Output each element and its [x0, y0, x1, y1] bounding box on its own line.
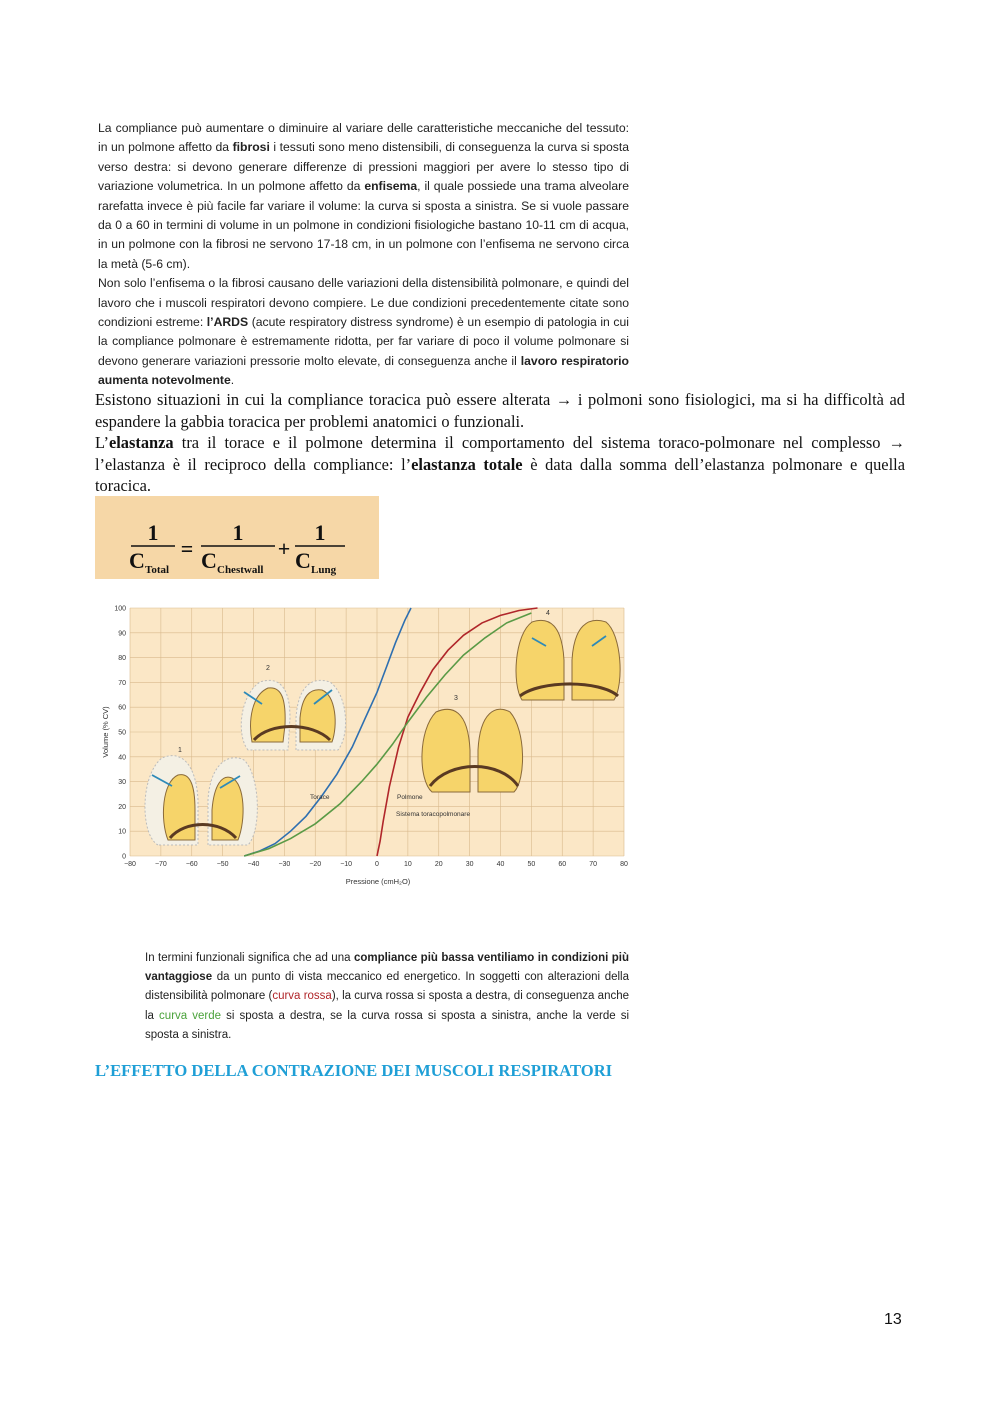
series-label-sistema: Sistema toracopolmonare: [396, 811, 471, 818]
text-span: In termini funzionali significa che ad una: [145, 952, 354, 964]
formula-svg: [95, 496, 379, 579]
x-tick-label: 80: [620, 861, 628, 868]
annotation-label-4: 4: [546, 610, 550, 617]
green-curve-text: curva verde: [159, 1009, 222, 1022]
text-span: Non solo l’enfisema o la fibrosi causano delle variazioni della distensibilità polmonare, e quindi del lavoro che i muscoli respiratori devono compiere. Le due condizioni precedentemente citate sono condizioni estreme:: [98, 276, 629, 330]
y-tick-label: 90: [118, 630, 126, 638]
y-tick-label: 40: [118, 754, 126, 762]
red-curve-text: curva rossa: [272, 990, 332, 1003]
x-tick-label: −60: [185, 861, 198, 868]
y-tick-label: 80: [118, 655, 126, 663]
functional-paragraph: [145, 949, 629, 1045]
elastance-text-1: [95, 389, 905, 432]
x-tick-label: 10: [403, 861, 412, 868]
y-tick-label: 70: [118, 679, 126, 687]
text-span: La compliance può aumentare o diminuire al variare delle caratteristiche meccaniche del tessuto: in un polmone affetto da: [98, 121, 629, 155]
formula-sub-chestwall: Chestwall: [217, 564, 264, 576]
text-span: si sposta a destra, se la curva rossa si sposta a sinistra, anche la verde si sposta a sinistra.: [145, 1009, 629, 1041]
series-label-polmone: Polmone: [397, 794, 423, 801]
text-span: i tessuti sono meno distensibili, di conseguenza la curva si sposta verso destra: si devono generare differenze di pressioni maggiori per avere lo stesso tipo di variazione volumetrica. In un polmone affetto da: [98, 140, 630, 194]
annotation-label-2: 2: [266, 665, 270, 672]
x-tick-label: −70: [154, 861, 167, 868]
x-tick-label: 50: [527, 861, 536, 868]
text-span: è data dalla somma dell’elastanza polmonare e quella toracica.: [95, 454, 905, 495]
series-label-torace: Torace: [310, 794, 330, 801]
compliance-text-a: [98, 119, 629, 274]
formula-c-chestwall: C: [201, 548, 217, 573]
bold-lavoro: lavoro respiratorio aumenta notevolmente: [98, 353, 629, 388]
y-tick-label: 10: [118, 828, 126, 836]
text-span: , il quale possiede una trama alveolare rarefatta invece è più facile far variare il volume: la curva si sposta a sinistra. Se si vuole passare da 0 a 60 in termini di volume in un polmone in condizioni fisiologiche bastano 10-11 cm di acqua, in un polmone con la fibrosi ne servono 17-18 cm, in un polmone con l’enfisema ne servono circa la metà (5-6 cm).: [98, 179, 629, 271]
text-span: i polmoni sono fisiologici, ma si ha difficoltà ad espandere la gabbia toracica per problemi anatomici o funzionali.: [95, 390, 905, 431]
elastance-paragraph: [95, 389, 905, 497]
annotation-label-1: 1: [178, 747, 182, 754]
text-span: da un punto di vista meccanico ed energetico. In soggetti con alterazioni della distensibilità polmonare (: [145, 971, 629, 1003]
y-tick-label: 60: [118, 704, 126, 712]
pressure-volume-chart: [100, 600, 630, 890]
x-tick-label: −50: [216, 861, 229, 868]
formula-sub-lung: Lung: [311, 564, 337, 576]
x-tick-label: −80: [124, 861, 136, 868]
x-tick-label: 40: [496, 861, 505, 868]
text-span: ), la curva rossa si sposta a destra, di conseguenza anche la: [145, 990, 630, 1022]
y-axis-label: Volume (% CV): [101, 706, 110, 758]
text-span: .: [230, 373, 235, 388]
bold-fibrosi: fibrosi: [232, 140, 270, 155]
bold-enfisema: enfisema: [364, 179, 418, 194]
text-span: Esistono situazioni in cui la compliance toracica può essere alterata: [95, 390, 556, 409]
x-tick-label: −30: [278, 861, 291, 868]
x-tick-label: −20: [309, 861, 322, 868]
chart-svg: [100, 600, 630, 890]
text-span: l’elastanza è il reciproco della compliance: l’: [95, 454, 412, 474]
compliance-paragraph: [98, 119, 629, 391]
formula-sub-total: Total: [145, 564, 170, 576]
x-tick-label: −40: [247, 861, 260, 868]
formula-c-lung: C: [295, 548, 311, 573]
y-tick-label: 100: [114, 605, 126, 613]
text-span: (acute respiratory distress syndrome) è un esempio di patologia in cui la compliance polmonare è estremamente ridotta, per far variare di poco il volume polmonare si devono generare variazioni pressorie molto elevate, di conseguenza anche il: [98, 315, 629, 368]
formula-c-total: C: [129, 548, 145, 573]
x-tick-label: −10: [340, 861, 353, 868]
x-tick-label: 70: [589, 861, 598, 868]
bold-compliance: compliance più bassa ventiliamo in condizioni più vantaggiose: [145, 952, 629, 984]
text-span: tra il torace e il polmone determina il comportamento del sistema toraco-polmonare nel complesso: [173, 433, 889, 452]
arrow-right-icon: →: [888, 433, 905, 452]
x-tick-label: 30: [465, 861, 474, 868]
x-tick-label: 20: [434, 861, 443, 868]
x-axis-label: Pressione (cmH₂O): [345, 877, 411, 886]
annotation-label-3: 3: [454, 695, 458, 702]
bold-elastanza: elastanza: [108, 433, 174, 452]
bold-ards: l’ARDS: [206, 315, 249, 330]
formula-plus: +: [277, 536, 291, 561]
formula-numerator-chestwall: 1: [232, 520, 244, 545]
compliance-text-b: [98, 274, 629, 390]
arrow-right-icon: →: [555, 390, 573, 409]
elastance-text-2: [95, 432, 905, 497]
formula-equals: =: [180, 536, 194, 561]
x-tick-label: 60: [558, 861, 567, 868]
x-tick-label: 0: [375, 861, 379, 868]
functional-text: [145, 949, 629, 1045]
y-tick-label: 0: [122, 853, 126, 861]
formula-numerator-total: 1: [147, 520, 159, 545]
y-tick-label: 30: [118, 779, 126, 787]
page-number: 13: [884, 1311, 902, 1328]
y-tick-label: 20: [118, 803, 126, 811]
section-heading: L’EFFETTO DELLA CONTRAZIONE DEI MUSCOLI RESPIRATORI: [95, 1061, 613, 1080]
formula-numerator-lung: 1: [314, 520, 326, 545]
y-tick-label: 50: [118, 729, 126, 737]
bold-elastanza-totale: elastanza totale: [411, 454, 523, 474]
text-span: L’: [95, 433, 109, 452]
compliance-formula: [95, 496, 379, 579]
